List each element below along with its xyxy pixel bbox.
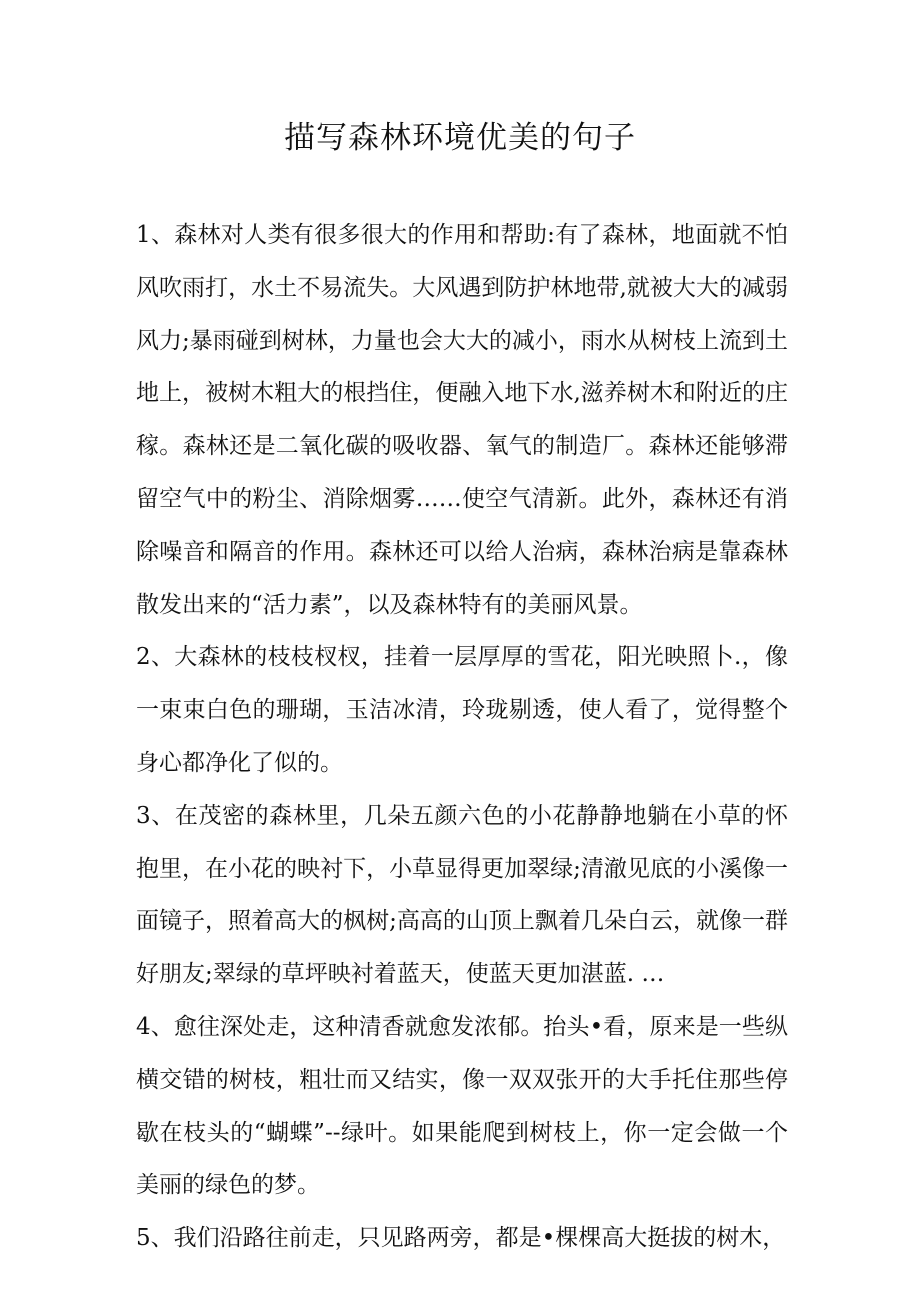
paragraph-4: 4、愈往深处走，这种清香就愈发浓郁。抬头•看，原来是一些纵横交错的树枝，粗壮而又结实，像一双双张开的大手托住那些停歇在枝头的“蝴蝶”--绿叶。如果能爬到树枝上，你一定会做一个美丽的绿色的梦。: [136, 1013, 788, 1199]
paragraph-2: 2、大森林的枝枝杈杈，挂着一层厚厚的雪花，阳光映照卜.，像一束束白色的珊瑚，玉洁冰清，玲珑剔透，使人看了，觉得整个身心都净化了似的。: [136, 644, 788, 776]
document-title: 描写森林环境优美的句子: [284, 120, 636, 156]
paragraph-5: 5、我们沿路往前走，只见路两旁，都是•棵棵高大挺拔的树木，: [136, 1225, 786, 1252]
paragraph-1: 1、森林对人类有很多很大的作用和帮助:有了森林，地面就不怕风吹雨打，水土不易流失。大风遇到防护林地带,就被大大的减弱风力;暴雨碰到树林，力量也会大大的减小，雨水从树枝上流到土地上，被树木粗大的根挡住，便融入地下水,滋养树木和附近的庄稼。森林还是二氧化碳的吸收器、氧气的制造厂。森林还能够滞留空气中的粉尘、消除烟雾……使空气清新。此外，森林还有消除噪音和隔音的作用。森林还可以给人治病，森林治病是靠森林散发出来的“活力素”，以及森林特有的美丽风景。: [136, 222, 788, 618]
document-body: [136, 209, 788, 1265]
paragraph-3: 3、在茂密的森林里，几朵五颜六色的小花静静地躺在小草的怀抱里，在小花的映衬下，小草显得更加翠绿;清澈见底的小溪像一面镜子，照着高大的枫树;高高的山顶上飘着几朵白云，就像一群好朋友;翠绿的草坪映衬着蓝天，使蓝天更加湛蓝. …: [136, 802, 788, 988]
